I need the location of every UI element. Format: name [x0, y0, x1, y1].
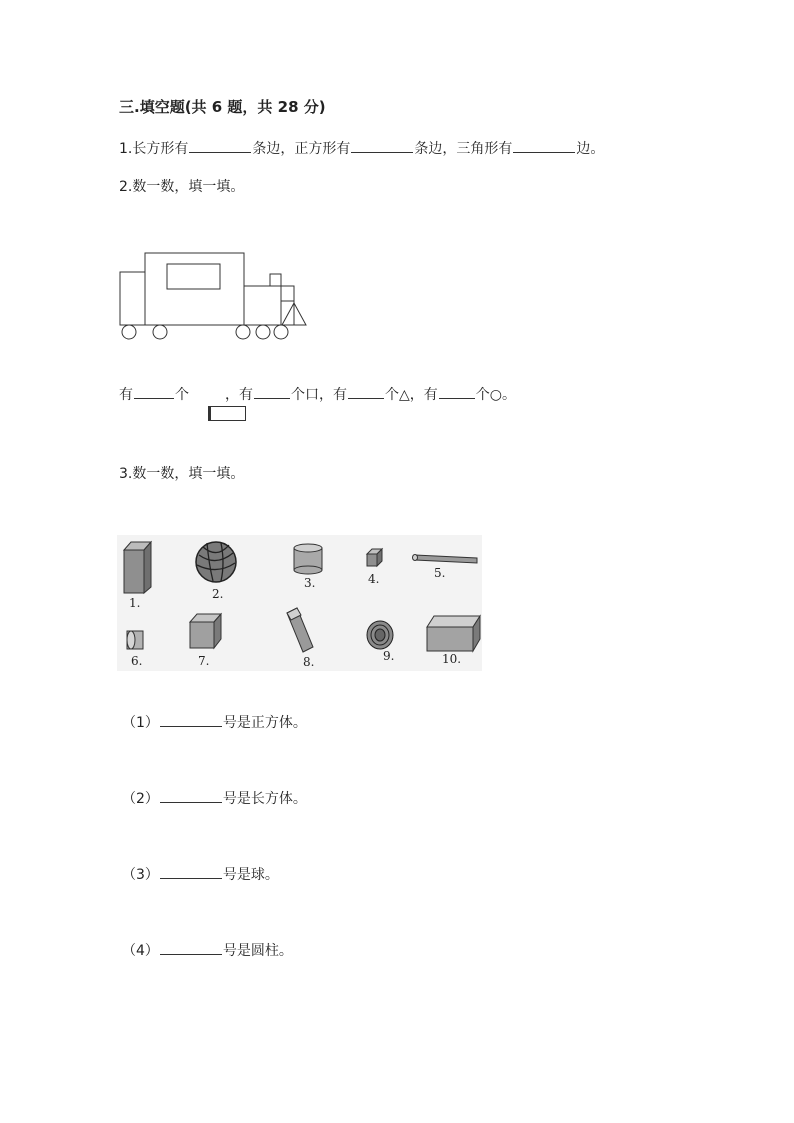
answer-blank[interactable] — [254, 384, 290, 399]
rectangle-symbol — [208, 406, 246, 421]
solid-2-ball — [196, 542, 236, 582]
train-small-square — [281, 286, 294, 301]
answer-blank[interactable] — [160, 788, 222, 803]
answer-blank[interactable] — [439, 384, 475, 399]
train-body-rectangle — [244, 286, 281, 325]
sub-question — [122, 788, 307, 808]
solid-label: 10. — [442, 652, 462, 666]
solid-label: 9. — [383, 649, 395, 663]
answer-blank[interactable] — [134, 384, 174, 399]
solid-3-cylinder — [294, 544, 322, 574]
answer-blank[interactable] — [160, 940, 222, 955]
question-number: 1. — [119, 141, 133, 157]
question-text: 个○。 — [475, 387, 516, 403]
train-front-rectangle — [120, 272, 145, 325]
train-chimney-square — [270, 274, 281, 286]
question-1 — [119, 138, 604, 158]
solid-9-cylinder — [367, 621, 393, 649]
sub-question — [122, 864, 279, 884]
sub-question-number: （3） — [122, 867, 159, 883]
question-2-title: 2.数一数，填一填。 — [119, 179, 245, 195]
section-title: 三.填空题(共 6 题，共 28 分) — [119, 98, 326, 116]
question-text: 条边，正方形有 — [252, 141, 351, 157]
answer-blank[interactable] — [160, 712, 222, 727]
question-text: 条边，三角形有 — [414, 141, 513, 157]
sub-question-number: （1） — [122, 715, 159, 731]
sub-question — [122, 712, 307, 732]
solid-label: 5. — [434, 566, 446, 580]
sub-question-text: 号是长方体。 — [222, 791, 307, 807]
question-text: 个 — [175, 387, 189, 403]
question-text: 有 — [119, 387, 133, 403]
solid-label: 6. — [131, 654, 143, 668]
sub-question — [122, 940, 293, 960]
question-text: 个△，有 — [385, 387, 438, 403]
solids-figure — [117, 535, 482, 671]
sub-question-text: 号是球。 — [222, 867, 279, 883]
answer-blank[interactable] — [160, 864, 222, 879]
solid-label: 1. — [129, 596, 141, 610]
answer-blank[interactable] — [513, 138, 575, 153]
solid-label: 2. — [212, 587, 224, 601]
question-3-title: 3.数一数，填一填。 — [119, 466, 245, 482]
train-wheel — [256, 325, 270, 339]
solid-7-cube — [190, 614, 221, 648]
sub-question-number: （2） — [122, 791, 159, 807]
question-text: 长方形有 — [132, 141, 189, 157]
solid-label: 7. — [198, 654, 210, 668]
answer-blank[interactable] — [189, 138, 251, 153]
train-side-rectangle — [281, 301, 294, 325]
train-wheel — [274, 325, 288, 339]
question-text: 个口，有 — [291, 387, 347, 403]
solid-4-cube — [367, 549, 382, 566]
sub-question-text: 号是圆柱。 — [222, 943, 293, 959]
train-wheel — [122, 325, 136, 339]
answer-blank[interactable] — [351, 138, 413, 153]
solid-label: 3. — [304, 576, 316, 590]
question-text: 边。 — [576, 141, 605, 157]
question-2-answer-line — [119, 384, 516, 404]
solid-6-cylinder — [127, 631, 143, 649]
solid-label: 4. — [368, 572, 380, 586]
train-figure — [115, 248, 315, 344]
answer-blank[interactable] — [348, 384, 384, 399]
train-wheel — [153, 325, 167, 339]
sub-question-number: （4） — [122, 943, 159, 959]
train-window-rectangle — [167, 264, 220, 289]
question-text: ，有 — [225, 387, 253, 403]
solid-1-cuboid — [124, 542, 151, 593]
train-wheel — [236, 325, 250, 339]
sub-question-text: 号是正方体。 — [222, 715, 307, 731]
solid-label: 8. — [303, 655, 315, 669]
solid-10-cuboid — [427, 616, 480, 651]
